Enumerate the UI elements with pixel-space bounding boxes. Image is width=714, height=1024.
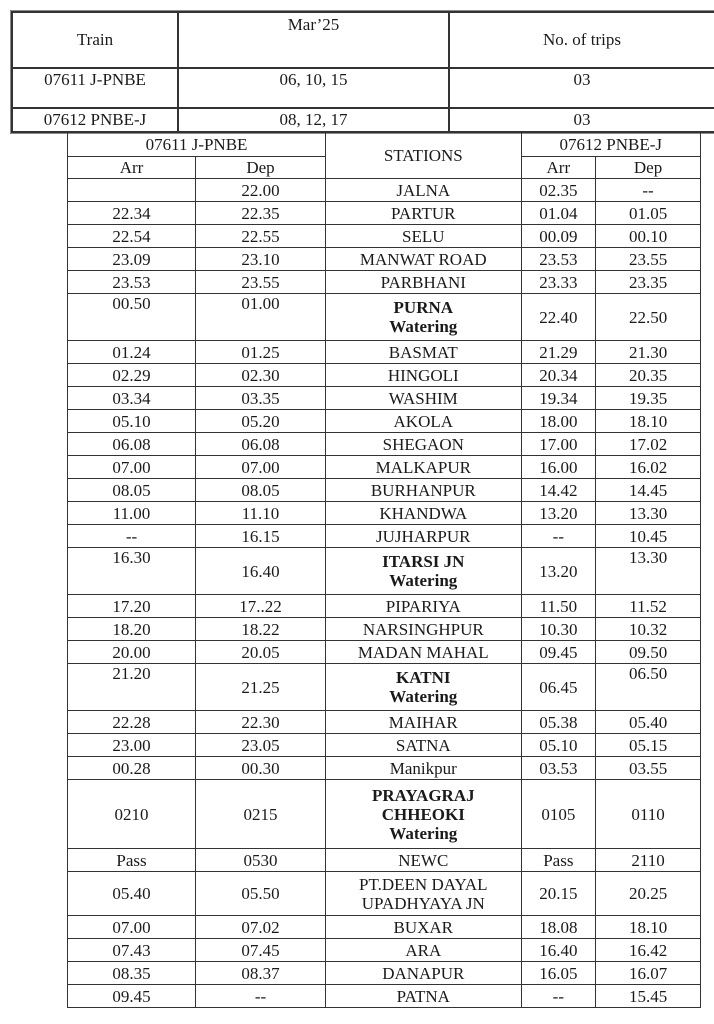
dep-time-up: 01.25 [196,341,326,364]
station-name: JALNA [326,179,522,202]
table-row [68,757,701,780]
dep-time-up: 07.00 [196,456,326,479]
summary-dates: 06, 10, 15 [178,68,449,108]
summary-train: 07612 PNBE-J [12,108,178,132]
dep-time-down: 16.42 [596,939,701,962]
table-row [68,294,701,341]
station-name [326,548,522,595]
arr-time-up: Pass [68,849,196,872]
arr-time-down: 23.53 [521,248,596,271]
station-name: DANAPUR [326,962,522,985]
arr-time-up: 00.50 [68,294,196,341]
arr-time-up: 23.53 [68,271,196,294]
arr-time-down: 03.53 [521,757,596,780]
station-name: AKOLA [326,410,522,433]
station-name: BASMAT [326,341,522,364]
watering-note: Watering [389,571,458,590]
dep-time-down: 10.32 [596,618,701,641]
arr-time-up: 23.00 [68,734,196,757]
dep-time-up: 07.45 [196,939,326,962]
arr-time-down: -- [521,985,596,1008]
station-name: SATNA [326,734,522,757]
summary-header-row [12,12,714,68]
dep-time-down: 13.30 [596,548,701,595]
table-row [68,849,701,872]
dep-time-up: 23.10 [196,248,326,271]
arr-time-up: 06.08 [68,433,196,456]
dep-time-down: 09.50 [596,641,701,664]
station-label-line2: UPADHYAYA JN [361,893,485,913]
arr-time-down: 17.00 [521,433,596,456]
watering-note: Watering [389,823,458,843]
station-name: WASHIM [326,387,522,410]
dep-time-down: 06.50 [596,664,701,711]
stations-header: STATIONS [326,133,522,179]
dep-time-up: 0530 [196,849,326,872]
station-name: BURHANPUR [326,479,522,502]
table-row [68,916,701,939]
table-row [68,641,701,664]
month-header: Mar’25 [178,12,449,68]
dep-time-down: 20.25 [596,872,701,916]
arr-time-up: 03.34 [68,387,196,410]
dep-time-down: 22.50 [596,294,701,341]
arr-time-down: 19.34 [521,387,596,410]
station-name [326,294,522,341]
train-header: Train [12,12,178,68]
arr-time-up: 16.30 [68,548,196,595]
dep-time-down: 05.40 [596,711,701,734]
dep-time-down: 18.10 [596,916,701,939]
arr-header: Arr [68,157,196,179]
summary-dates: 08, 12, 17 [178,108,449,132]
station-name: PIPARIYA [326,595,522,618]
table-row [68,525,701,548]
arr-time-up: 20.00 [68,641,196,664]
arr-time-down: 22.40 [521,294,596,341]
watering-note: Watering [389,687,458,706]
dep-time-up: 11.10 [196,502,326,525]
arr-time-up: 07.00 [68,456,196,479]
dep-time-down: 2110 [596,849,701,872]
dep-time-down: 18.10 [596,410,701,433]
arr-time-down: 05.10 [521,734,596,757]
arr-time-up: 0210 [68,780,196,849]
dep-time-down: 14.45 [596,479,701,502]
table-row [68,734,701,757]
station-name: MADAN MAHAL [326,641,522,664]
dep-time-down: 15.45 [596,985,701,1008]
dep-time-down: 19.35 [596,387,701,410]
arr-time-down: 14.42 [521,479,596,502]
dep-time-down: 16.02 [596,456,701,479]
summary-train: 07611 J-PNBE [12,68,178,108]
arr-time-up: 05.40 [68,872,196,916]
table-row [68,179,701,202]
arr-time-down: 18.08 [521,916,596,939]
dep-header: Dep [196,157,326,179]
arr-time-up: 05.10 [68,410,196,433]
train-down-header: 07612 PNBE-J [521,133,700,157]
arr-time-down: 00.09 [521,225,596,248]
table-row [68,985,701,1008]
arr-time-down: 21.29 [521,341,596,364]
dep-time-up: 22.35 [196,202,326,225]
arr-time-up [68,179,196,202]
table-row [68,341,701,364]
table-row [68,225,701,248]
arr-time-up: 07.43 [68,939,196,962]
arr-time-down: 20.15 [521,872,596,916]
station-name: NEWC [326,849,522,872]
arr-time-down: 06.45 [521,664,596,711]
arr-time-up: -- [68,525,196,548]
arr-time-up: 11.00 [68,502,196,525]
arr-time-up: 21.20 [68,664,196,711]
arr-time-down: 09.45 [521,641,596,664]
dep-time-up: 17..22 [196,595,326,618]
dep-time-down: 13.30 [596,502,701,525]
dep-time-up: 08.37 [196,962,326,985]
station-name [326,664,522,711]
table-row [68,780,701,849]
arr-time-down: 20.34 [521,364,596,387]
dep-time-up: 21.25 [196,664,326,711]
arr-time-down: 02.35 [521,179,596,202]
arr-time-down: 18.00 [521,410,596,433]
dep-time-up: 16.15 [196,525,326,548]
arr-time-up: 08.35 [68,962,196,985]
station-name: JUJHARPUR [326,525,522,548]
station-label: PURNA [393,298,454,317]
station-name: PATNA [326,985,522,1008]
dep-time-up: 02.30 [196,364,326,387]
station-name: PARTUR [326,202,522,225]
station-name: HINGOLI [326,364,522,387]
arr-time-up: 17.20 [68,595,196,618]
table-row [68,595,701,618]
summary-row [12,108,714,132]
table-row [68,939,701,962]
arr-time-up: 08.05 [68,479,196,502]
arr-time-up: 07.00 [68,916,196,939]
station-label: ITARSI JN [382,552,465,571]
dep-time-up: 20.05 [196,641,326,664]
dep-time-up: 08.05 [196,479,326,502]
station-name: BUXAR [326,916,522,939]
dep-time-up: 00.30 [196,757,326,780]
table-row [68,711,701,734]
dep-time-down: 20.35 [596,364,701,387]
station-label: KATNI [396,668,451,687]
arr-time-down: 11.50 [521,595,596,618]
station-label: PT.DEEN DAYAL [359,874,488,894]
station-name: MANWAT ROAD [326,248,522,271]
arr-time-down: 13.20 [521,502,596,525]
table-row [68,502,701,525]
station-name [326,780,522,849]
dep-time-up: 16.40 [196,548,326,595]
summary-trips: 03 [449,68,714,108]
dep-header: Dep [596,157,701,179]
summary-row [12,68,714,108]
dep-time-up: 22.55 [196,225,326,248]
dep-time-down: 11.52 [596,595,701,618]
arr-time-up: 22.34 [68,202,196,225]
arr-time-down: 0105 [521,780,596,849]
arr-time-down: 23.33 [521,271,596,294]
dep-time-down: 0110 [596,780,701,849]
table-row [68,664,701,711]
table-row [68,872,701,916]
station-name: KHANDWA [326,502,522,525]
arr-time-up: 01.24 [68,341,196,364]
arr-time-down: Pass [521,849,596,872]
dep-time-down: 00.10 [596,225,701,248]
dep-time-down: 21.30 [596,341,701,364]
dep-time-up: 0215 [196,780,326,849]
summary-trips: 03 [449,108,714,132]
dep-time-up: 22.30 [196,711,326,734]
arr-time-up: 18.20 [68,618,196,641]
arr-time-down: 13.20 [521,548,596,595]
dep-time-up: 01.00 [196,294,326,341]
dep-time-up: 23.05 [196,734,326,757]
arr-time-up: 23.09 [68,248,196,271]
arr-time-down: 05.38 [521,711,596,734]
table-row [68,962,701,985]
dep-time-down: 01.05 [596,202,701,225]
arr-time-up: 22.28 [68,711,196,734]
arr-time-down: 01.04 [521,202,596,225]
arr-time-up: 00.28 [68,757,196,780]
trips-summary-table [11,11,714,133]
station-name: ARA [326,939,522,962]
table-row [68,433,701,456]
dep-time-down: -- [596,179,701,202]
dep-time-up: 03.35 [196,387,326,410]
timetable [67,132,701,1008]
station-label-line2: CHHEOKI [381,804,465,824]
arr-time-down: 16.00 [521,456,596,479]
table-row [68,202,701,225]
arr-header: Arr [521,157,596,179]
arr-time-down: 10.30 [521,618,596,641]
dep-time-down: 05.15 [596,734,701,757]
dep-time-up: -- [196,985,326,1008]
station-label: PRAYAGRAJ [371,785,475,805]
arr-time-up: 02.29 [68,364,196,387]
station-name: MALKAPUR [326,456,522,479]
watering-note: Watering [389,317,458,336]
dep-time-down: 16.07 [596,962,701,985]
station-name: Manikpur [326,757,522,780]
table-row [68,248,701,271]
table-row [68,410,701,433]
arr-time-down: 16.05 [521,962,596,985]
dep-time-down: 17.02 [596,433,701,456]
station-name: PARBHANI [326,271,522,294]
dep-time-up: 18.22 [196,618,326,641]
table-row [68,548,701,595]
table-row [68,456,701,479]
dep-time-down: 23.55 [596,248,701,271]
table-row [68,387,701,410]
trips-header: No. of trips [449,12,714,68]
station-name [326,872,522,916]
timetable-group-header [68,133,701,157]
timetable-body [68,179,701,1008]
dep-time-down: 10.45 [596,525,701,548]
dep-time-up: 22.00 [196,179,326,202]
station-name: NARSINGHPUR [326,618,522,641]
dep-time-up: 05.20 [196,410,326,433]
dep-time-up: 07.02 [196,916,326,939]
dep-time-down: 03.55 [596,757,701,780]
arr-time-down: -- [521,525,596,548]
dep-time-down: 23.35 [596,271,701,294]
table-row [68,271,701,294]
train-up-header: 07611 J-PNBE [68,133,326,157]
dep-time-up: 05.50 [196,872,326,916]
station-name: SHEGAON [326,433,522,456]
arr-time-up: 22.54 [68,225,196,248]
arr-time-up: 09.45 [68,985,196,1008]
table-row [68,479,701,502]
dep-time-up: 06.08 [196,433,326,456]
station-name: MAIHAR [326,711,522,734]
dep-time-up: 23.55 [196,271,326,294]
station-name: SELU [326,225,522,248]
arr-time-down: 16.40 [521,939,596,962]
table-row [68,364,701,387]
table-row [68,618,701,641]
